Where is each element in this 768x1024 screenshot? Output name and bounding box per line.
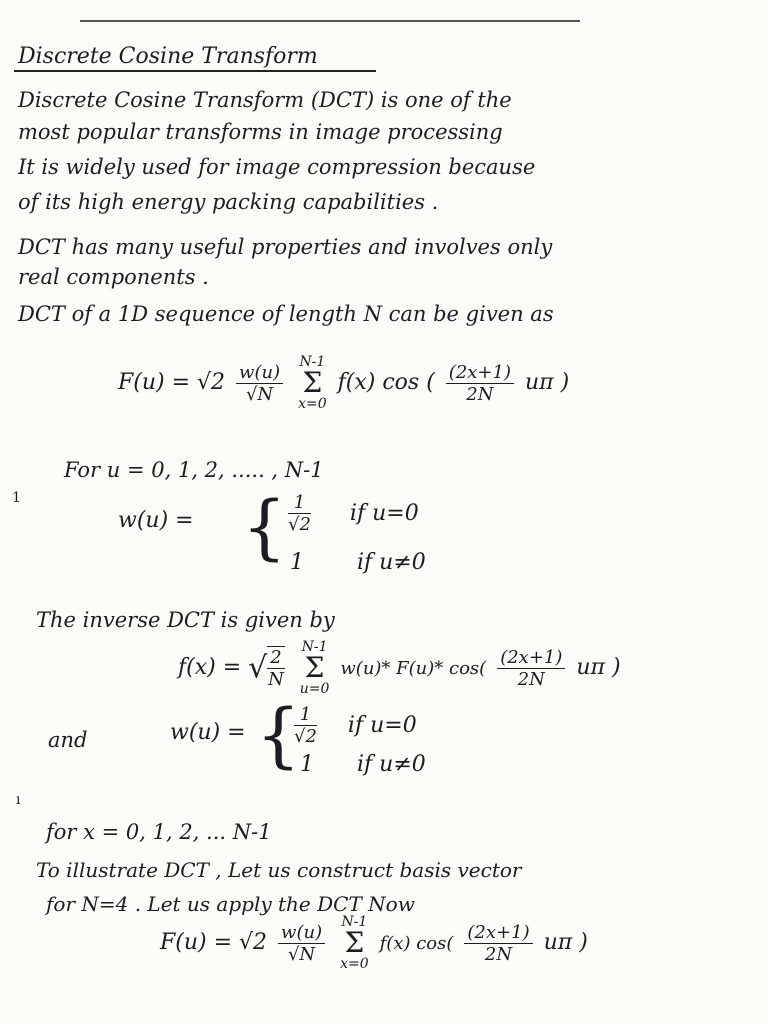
page-title: Discrete Cosine Transform [18,44,318,69]
sigma-icon: Σ [302,366,323,399]
sigma-icon: Σ [344,926,365,959]
def1-case1-fraction [288,492,311,535]
def1-case1-den: √2 [288,514,311,535]
eq3-cos-den: 2N [484,943,513,965]
eq1-lhs: F(u) = √2 [118,370,226,395]
eq2-summation [300,640,330,696]
eq2-cos-fraction [497,647,565,690]
dct-inverse-equation [178,640,621,696]
title-underline [14,70,376,72]
def1-case1-num: 1 [288,492,311,514]
eq3-frac-den: √N [287,943,316,965]
paragraph-line: Discrete Cosine Transform (DCT) is one of the [18,88,512,112]
paragraph-line: real components . [18,265,209,289]
paragraph-line: DCT has many useful properties and involves only [18,235,553,259]
for-x-range: for x = 0, 1, 2, ... N-1 [46,820,272,844]
paragraph-line: It is widely used for image compression because [18,155,536,179]
weight-def1-case2 [290,550,426,575]
eq3-tail: uπ ) [543,930,588,955]
eq3-cos-num: (2x+1) [464,922,532,944]
margin-mark: ı [16,792,21,808]
def2-case1-cond: if u=0 [347,712,417,738]
eq1-frac-num: w(u) [236,362,283,384]
eq1-cos-fraction [446,362,514,405]
paragraph-line: DCT of a 1D sequence of length N can be given as [18,302,554,326]
margin-mark: 1 [12,490,21,506]
eq1-body: f(x) cos ( [337,370,435,395]
weight-definition-1-lhs: w(u) = [118,508,194,533]
eq1-summation [298,355,327,411]
dct-forward-equation [118,355,569,411]
def1-case2-cond: if u≠0 [357,550,426,575]
weight-def2-case1 [290,704,417,747]
def2-case1-num: 1 [294,704,317,726]
eq1-sum-top: N-1 [299,354,326,370]
weight-def2-case2 [300,752,426,777]
eq3-sum-top: N-1 [341,914,368,930]
eq1-weight-fraction [236,362,283,405]
sqrt-icon: √ [248,650,268,686]
def1-case2-val: 1 [290,550,304,575]
def2-case2-cond: if u≠0 [357,752,426,777]
weight-def1-case1 [284,492,419,535]
eq2-sum-bot: u=0 [299,681,330,697]
def2-case1-fraction [294,704,317,747]
page-top-rule [80,20,580,22]
eq3-sum-bot: x=0 [340,956,369,972]
eq1-tail: uπ ) [524,370,570,395]
and-label: and [48,728,88,752]
illustrate-line: To illustrate DCT , Let us construct basis vector [36,858,522,882]
eq1-frac-den: √N [245,383,274,405]
eq3-lhs: F(u) = √2 [160,930,268,955]
eq2-cos-den: 2N [517,668,545,690]
def1-case1-cond: if u=0 [349,500,419,526]
eq1-cos-den: 2N [466,383,494,405]
illustrate-line: for N=4 . Let us apply the DCT Now [46,892,415,916]
paragraph-line: of its high energy packing capabilities . [18,190,439,214]
weight-definition-2-lhs: w(u) = [170,720,246,745]
eq2-sqrt-den: N [268,669,284,690]
for-u-range: For u = 0, 1, 2, ..... , N-1 [64,458,324,482]
sigma-icon: Σ [304,651,325,684]
eq2-tail: uπ ) [576,655,621,680]
def2-case1-den: √2 [294,726,317,747]
eq2-lhs: f(x) = [178,655,242,680]
eq2-sqrt-fraction [267,646,284,690]
left-brace-icon: { [256,694,301,776]
eq2-body: w(u)* F(u)* cos( [340,658,487,679]
eq1-cos-num: (2x+1) [446,362,514,384]
inverse-dct-heading: The inverse DCT is given by [36,608,335,632]
eq1-sum-bot: x=0 [298,396,327,412]
eq3-summation [340,915,369,971]
eq3-weight-fraction [278,922,325,965]
paragraph-line: most popular transforms in image processing [18,120,503,144]
eq3-cos-fraction [464,922,532,965]
eq2-sqrt-num: 2 [267,647,284,669]
eq2-cos-num: (2x+1) [497,647,565,669]
eq3-frac-num: w(u) [278,922,325,944]
dct-n4-equation [160,915,588,971]
def2-case2-val: 1 [300,752,314,777]
eq2-sum-top: N-1 [301,639,328,655]
eq3-body: f(x) cos( [379,933,454,954]
left-brace-icon: { [242,486,287,568]
